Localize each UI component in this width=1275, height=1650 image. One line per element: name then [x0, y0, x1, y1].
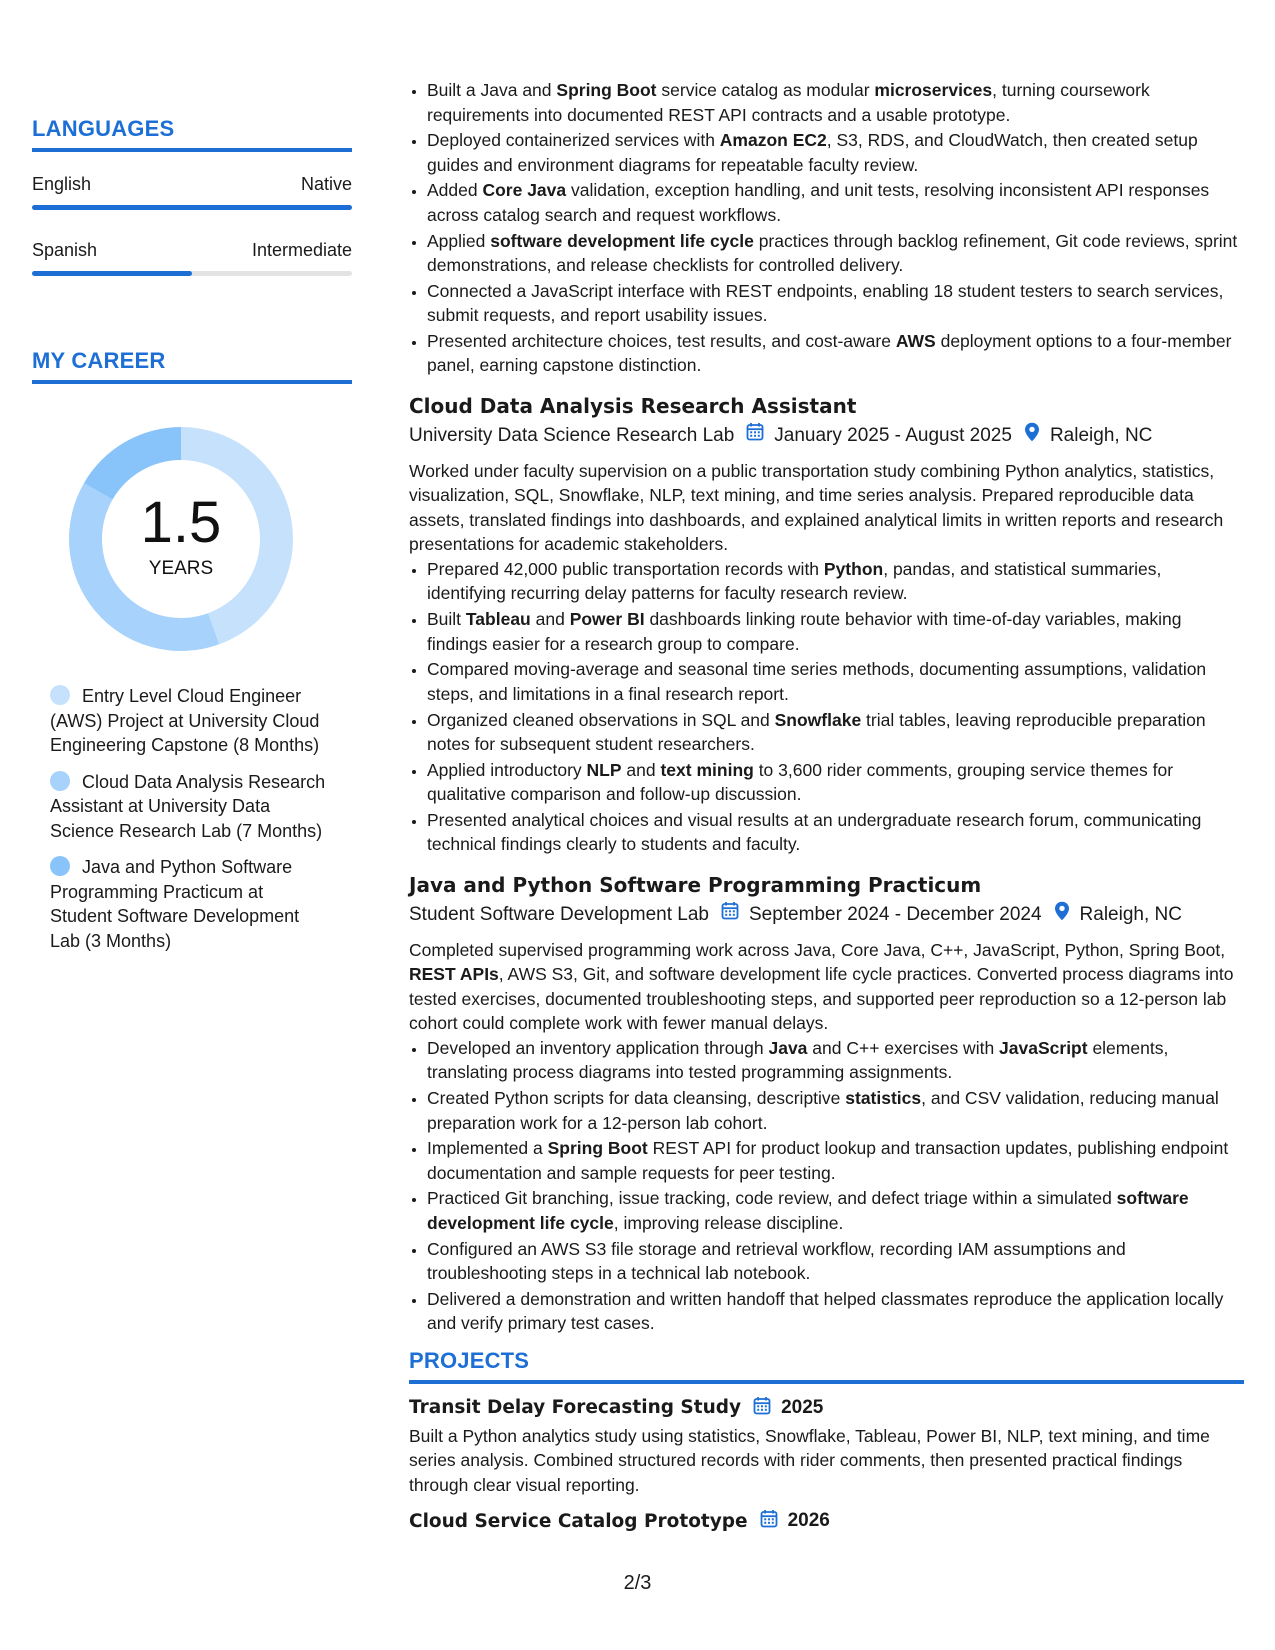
text-run: Developed an inventory application through — [427, 1037, 769, 1058]
bold-keyword: JavaScript — [999, 1037, 1088, 1058]
career-donut-chart — [66, 424, 296, 654]
language-level: Intermediate — [251, 240, 352, 260]
language-level: Native — [300, 174, 352, 194]
bullet-item — [427, 78, 1244, 127]
bullet-item — [427, 279, 1244, 328]
text-run: Deployed containerized services with — [427, 130, 720, 151]
bullet-item — [427, 557, 1244, 606]
language-name: Spanish — [32, 240, 98, 260]
bold-keyword: REST APIs — [409, 964, 499, 985]
text-run: to 3,600 rider comments, grouping service themes for qualitative comparison and follow-up discussion. — [427, 759, 1174, 805]
job-dates: September 2024 - December 2024 — [748, 904, 1042, 926]
map-pin-icon — [1054, 901, 1070, 930]
text-run: and — [621, 759, 661, 780]
map-pin-icon — [1024, 422, 1040, 451]
text-run: Built — [427, 609, 466, 630]
language-name: English — [32, 174, 92, 194]
text-run: , AWS S3, Git, and software development life cycle practices. Converted process diagrams into tested exercises, documented troubleshooting steps, and supported peer reproduction so a 12-person lab cohort could complete work with fewer manual delays. — [409, 964, 1234, 1034]
career-legend-item — [50, 855, 330, 953]
text-run: trial tables, leaving reproducible preparation notes for subsequent student researchers. — [427, 709, 1206, 754]
job-description — [409, 938, 1244, 1036]
text-run: , improving release discipline. — [613, 1212, 844, 1233]
bold-keyword: AWS — [895, 330, 936, 351]
text-run: , turning coursework requirements into documented REST API contracts and a usable prototype. — [427, 80, 1150, 125]
languages-list — [32, 174, 352, 276]
bullet-item — [427, 178, 1244, 227]
bullet-item — [427, 657, 1244, 706]
language-proficiency-bar — [32, 205, 352, 210]
text-run: Created Python scripts for data cleansing, descriptive — [427, 1088, 846, 1109]
job-meta — [409, 422, 1244, 451]
text-run: and C++ exercises with — [807, 1037, 1000, 1058]
sidebar — [32, 0, 352, 965]
projects-list — [409, 1396, 1244, 1534]
text-run: deployment options to a four-member panel, earning capstone distinction. — [427, 330, 1232, 376]
text-run: , pandas, and statistical summaries, identifying recurring delay patterns for faculty research review. — [427, 558, 1162, 604]
job-bullets — [409, 1036, 1244, 1336]
bullet-item — [427, 607, 1244, 656]
calendar-icon — [721, 901, 739, 929]
text-run: Presented architecture choices, test results, and cost-aware — [427, 330, 896, 351]
language-item — [32, 174, 352, 210]
language-item — [32, 240, 352, 276]
bold-keyword: Java — [768, 1037, 808, 1058]
career-legend-item — [50, 770, 330, 844]
calendar-icon — [746, 422, 764, 450]
bold-keyword: Spring Boot — [556, 80, 657, 100]
language-proficiency-bar — [32, 271, 352, 276]
text-run: elements, translating process diagrams into tested programming assignments. — [427, 1037, 1169, 1083]
bullet-item — [427, 1237, 1244, 1286]
project-year: 2025 — [781, 1396, 824, 1418]
legend-dot — [50, 771, 70, 791]
text-run: and — [530, 609, 570, 630]
text-run: Applied — [427, 230, 491, 251]
project-year: 2026 — [787, 1510, 830, 1532]
text-run: Practiced Git branching, issue tracking, code review, and defect triage within a simulated — [427, 1188, 1117, 1209]
projects-heading: PROJECTS — [409, 1348, 1244, 1384]
bold-keyword: Snowflake — [774, 709, 862, 730]
text-run: Presented analytical choices and visual results at an undergraduate research forum, communicating technical findings clearly to students and faculty. — [427, 809, 1202, 855]
career-total-years: 1.5 — [140, 490, 222, 555]
bullet-item — [427, 1036, 1244, 1085]
text-run: Completed supervised programming work across Java, Core Java, C++, JavaScript, Python, Spring Boot, — [409, 939, 1226, 960]
text-run: Built a Java and — [427, 80, 557, 100]
language-row — [32, 240, 352, 261]
text-run: practices through backlog refinement, Git code reviews, sprint demonstrations, and release checklists for controlled delivery. — [427, 230, 1238, 276]
career-total-unit: YEARS — [148, 558, 214, 579]
job-entry — [409, 392, 1244, 857]
job-entry — [409, 871, 1244, 1336]
project-description: Built a Python analytics study using statistics, Snowflake, Tableau, Power BI, NLP, text mining, and time series analysis. Combined structured records with rider comments, then presented practical findings through clear visual reporting. — [409, 1425, 1210, 1495]
text-run: service catalog as modular — [656, 80, 875, 100]
career-section — [32, 348, 352, 953]
bullet-item — [427, 128, 1244, 177]
bold-keyword: NLP — [586, 759, 622, 780]
bold-keyword: Amazon EC2 — [719, 130, 827, 151]
text-run: Prepared 42,000 public transportation records with — [427, 558, 824, 579]
bold-keyword: text mining — [660, 759, 754, 780]
project-entry — [409, 1396, 1244, 1498]
bold-keyword: software development life cycle — [427, 1188, 1189, 1233]
bullet-item — [427, 329, 1244, 378]
project-name: Cloud Service Catalog Prototype — [409, 1510, 748, 1532]
bold-keyword: statistics — [845, 1088, 922, 1109]
job-organization: Student Software Development Lab — [409, 904, 709, 926]
text-run: Applied introductory — [427, 759, 587, 780]
job-location: Raleigh, NC — [1079, 904, 1182, 926]
languages-section — [32, 116, 352, 276]
career-heading: MY CAREER — [32, 348, 352, 384]
legend-dot — [50, 856, 70, 876]
job-bullets — [409, 557, 1244, 857]
experience-entries — [409, 392, 1244, 1336]
text-run: Connected a JavaScript interface with REST endpoints, enabling 18 student testers to search services, submit requests, and report usability issues. — [427, 280, 1224, 326]
language-proficiency-fill — [32, 205, 352, 210]
calendar-icon — [760, 1509, 778, 1533]
bold-keyword: software development life cycle — [490, 230, 754, 251]
bullet-item — [427, 229, 1244, 278]
bold-keyword: Power BI — [569, 609, 645, 630]
bold-keyword: microservices — [874, 80, 993, 100]
bold-keyword: Core Java — [482, 180, 567, 201]
job-title: Cloud Data Analysis Research Assistant — [409, 393, 857, 418]
text-run: Added — [427, 180, 483, 201]
text-run: Configured an AWS S3 file storage and retrieval workflow, recording IAM assumptions and troubleshooting steps in a technical lab notebook. — [427, 1238, 1126, 1284]
job-organization: University Data Science Research Lab — [409, 425, 735, 447]
calendar-icon — [753, 1396, 771, 1420]
career-legend-label: Cloud Data Analysis Research Assistant at University Data Science Research Lab (7 Months) — [50, 771, 326, 841]
text-run: , S3, RDS, and CloudWatch, then created setup guides and environment diagrams for repeatable faculty review. — [427, 130, 1198, 175]
projects-section — [409, 1348, 1244, 1534]
bullet-item — [427, 808, 1244, 857]
career-legend-item — [50, 684, 330, 758]
career-legend-label: Java and Python Software Programming Practicum at Student Software Development Lab (3 Months) — [50, 857, 300, 951]
main-content — [409, 78, 1244, 1533]
bold-keyword: Tableau — [465, 609, 531, 630]
donut-center — [66, 424, 296, 654]
bullet-item — [427, 758, 1244, 807]
text-run: dashboards linking route behavior with time-of-day variables, making findings easier for a research group to compare. — [427, 609, 1182, 654]
job-meta — [409, 901, 1244, 930]
job-description — [409, 459, 1244, 557]
job-dates: January 2025 - August 2025 — [774, 425, 1012, 447]
job-location: Raleigh, NC — [1049, 425, 1153, 447]
bold-keyword: Spring Boot — [547, 1138, 648, 1159]
bullet-item — [427, 708, 1244, 757]
text-run: Compared moving-average and seasonal time series methods, documenting assumptions, validation steps, and limitations in a final research report. — [427, 659, 1207, 704]
bold-keyword: Python — [823, 558, 884, 579]
language-proficiency-fill — [32, 271, 192, 276]
project-entry — [409, 1509, 1244, 1533]
bullet-item — [427, 1136, 1244, 1185]
legend-dot — [50, 685, 70, 705]
text-run: REST API for product lookup and transaction updates, publishing endpoint documentation and sample requests for peer testing. — [427, 1138, 1229, 1183]
text-run: Delivered a demonstration and written handoff that helped classmates reproduce the application locally and verify primary test cases. — [427, 1288, 1224, 1334]
language-row — [32, 174, 352, 195]
text-run: validation, exception handling, and unit tests, resolving inconsistent API responses across catalog search and request workflows. — [427, 180, 1210, 225]
text-run: Implemented a — [427, 1138, 548, 1159]
job-title: Java and Python Software Programming Practicum — [409, 872, 982, 897]
text-run: Organized cleaned observations in SQL and — [427, 709, 775, 730]
career-legend — [50, 684, 330, 953]
project-title-row — [409, 1509, 1244, 1533]
languages-heading: LANGUAGES — [32, 116, 352, 152]
bullet-item — [427, 1287, 1244, 1336]
text-run: , and CSV validation, reducing manual preparation work for a 12-person lab cohort. — [427, 1088, 1219, 1133]
text-run: Worked under faculty supervision on a public transportation study combining Python analytics, statistics, visualization, SQL, Snowflake, NLP, text mining, and time series analysis. Prepared reproducible data assets, translated findings into dashboards, and explained analytical limits in written reports and research presentations for academic stakeholders. — [409, 460, 1224, 555]
bullet-item — [427, 1086, 1244, 1135]
project-name: Transit Delay Forecasting Study — [409, 1397, 742, 1419]
project-title-row — [409, 1396, 1244, 1420]
previous-job-bullets — [409, 78, 1244, 378]
bullet-item — [427, 1186, 1244, 1235]
career-legend-label: Entry Level Cloud Engineer (AWS) Project at University Cloud Engineering Capstone (8 Months) — [50, 686, 320, 755]
page-number: 2/3 — [623, 1572, 652, 1594]
